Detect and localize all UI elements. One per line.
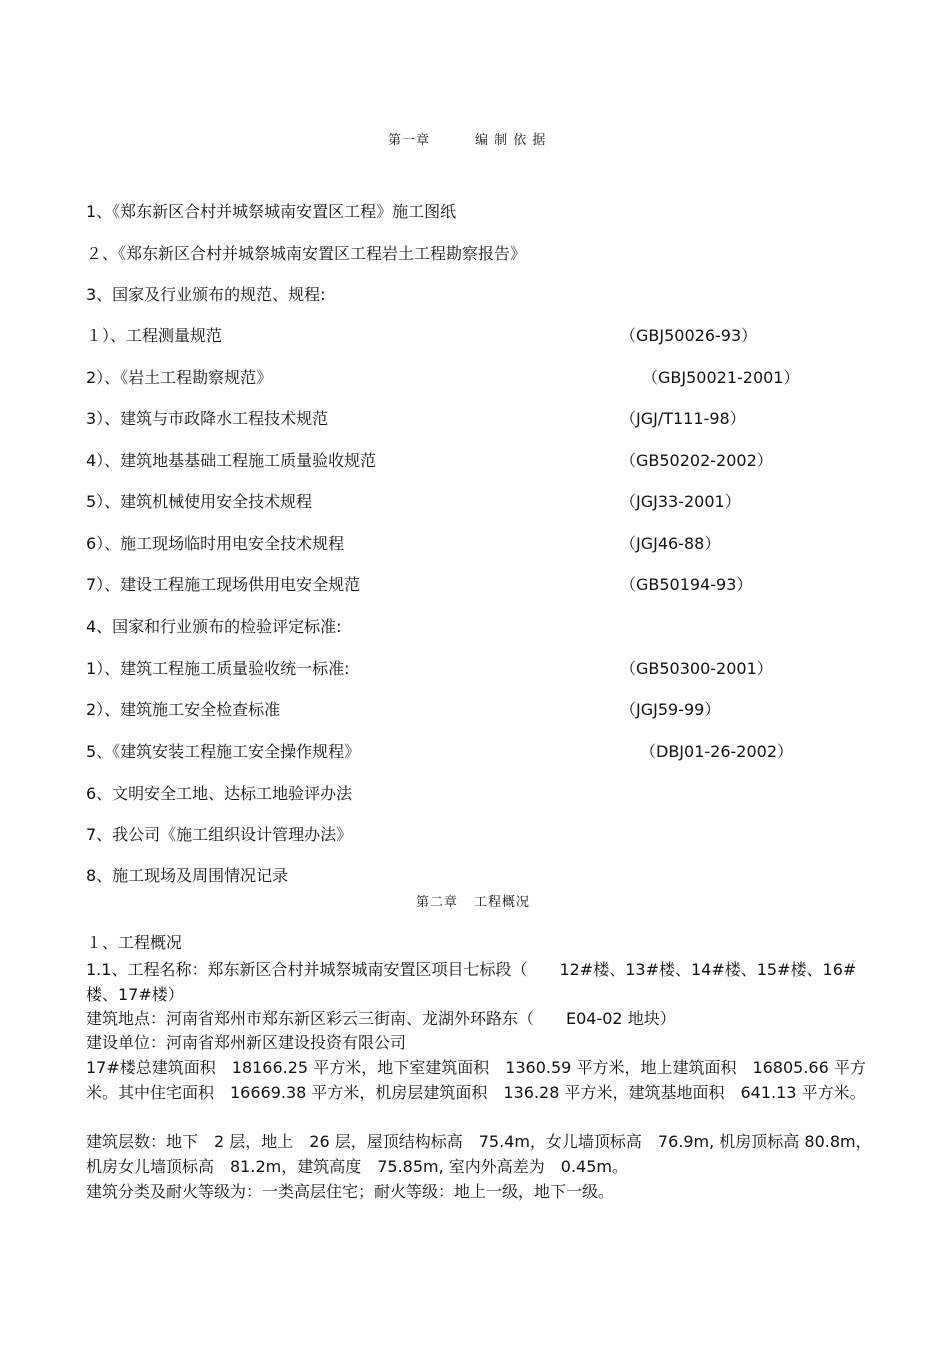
basis-item-5-code: （DBJ01-26-2002） — [640, 742, 794, 761]
standard-code: （GB50202-2002） — [620, 451, 773, 470]
standard-code: （GBJ50021-2001） — [642, 368, 800, 387]
standard-name: 3）、建筑与市政降水工程技术规范 — [86, 409, 329, 428]
overview-owner: 建设单位：河南省郑州新区建设投资有限公司 — [86, 1033, 407, 1052]
standard-code: （GBJ50026-93） — [620, 326, 758, 345]
basis-item-8: 8、施工现场及周围情况记录 — [86, 866, 289, 885]
standard-name: 4）、建筑地基基础工程施工质量验收规范 — [86, 451, 377, 470]
overview-area: 17#楼总建筑面积 18166.25 平方米，地下室建筑面积 1360.59 平方米，地上建筑面积 16805.66 平方米。其中住宅面积 16669.38 平方米，机房层建筑面积 136.28 平方米，建筑基地面积 641.13 平方米。 — [86, 1058, 866, 1102]
standard-code: （GB50300-2001） — [620, 659, 773, 678]
standard-code: （JGJ/T111-98） — [620, 409, 746, 428]
standard-name: 1）、建筑工程施工质量验收统一标准: — [86, 659, 350, 678]
basis-item-1: 1、《郑东新区合村并城祭城南安置区工程》施工图纸 — [86, 202, 457, 221]
overview-location: 建筑地点：河南省郑州市郑东新区彩云三街南、龙湖外环路东（ E04-02 地块） — [86, 1009, 676, 1028]
standard-code: （JGJ33-2001） — [620, 492, 741, 511]
basis-item-2: ２、《郑东新区合村并城祭城南安置区工程岩土工程勘察报告》 — [86, 244, 527, 263]
chapter2-label: 第二章 — [416, 895, 459, 910]
basis-item-6: 6、文明安全工地、达标工地验评办法 — [86, 784, 353, 803]
standard-name: 2）、建筑施工安全检查标准 — [86, 700, 281, 719]
standard-name: １）、工程测量规范 — [86, 326, 223, 345]
chapter1-label: 第一章 — [388, 133, 431, 148]
basis-item-5: 5、《建筑安装工程施工安全操作规程》 — [86, 742, 361, 761]
standard-code: （GB50194-93） — [620, 575, 753, 594]
chapter2-title: 工程概况 — [474, 895, 531, 910]
standard-name: 7）、建设工程施工现场供用电安全规范 — [86, 575, 361, 594]
standard-name: 2）、《岩土工程勘察规范》 — [86, 368, 273, 387]
overview-floors: 建筑层数：地下 2 层，地上 26 层，屋顶结构标高 75.4m，女儿墙顶标高 76.9m, 机房顶标高 80.8m，机房女儿墙顶标高 81.2m，建筑高度 75.85m, 室内外高差为 0.45m。 — [86, 1132, 872, 1176]
overview-classification: 建筑分类及耐火等级为：一类高层住宅；耐火等级：地上一级，地下一级。 — [86, 1182, 615, 1201]
basis-item-3: 3、国家及行业颁布的规范、规程: — [86, 285, 326, 304]
overview-project-name: 1.1、工程名称：郑东新区合村并城祭城南安置区项目七标段（ 12#楼、13#楼、14#楼、15#楼、16#楼、17#楼） — [86, 960, 857, 1004]
basis-item-4: 4、国家和行业颁布的检验评定标准: — [86, 617, 342, 636]
section-title: １、工程概况 — [86, 933, 183, 952]
standard-code: （JGJ46-88） — [620, 534, 721, 553]
chapter1-title: 编 制 依 据 — [475, 133, 547, 148]
standard-name: 6）、施工现场临时用电安全技术规程 — [86, 534, 345, 553]
basis-item-7: 7、我公司《施工组织设计管理办法》 — [86, 825, 353, 844]
standard-code: （JGJ59-99） — [620, 700, 721, 719]
standard-name: 5）、建筑机械使用安全技术规程 — [86, 492, 313, 511]
